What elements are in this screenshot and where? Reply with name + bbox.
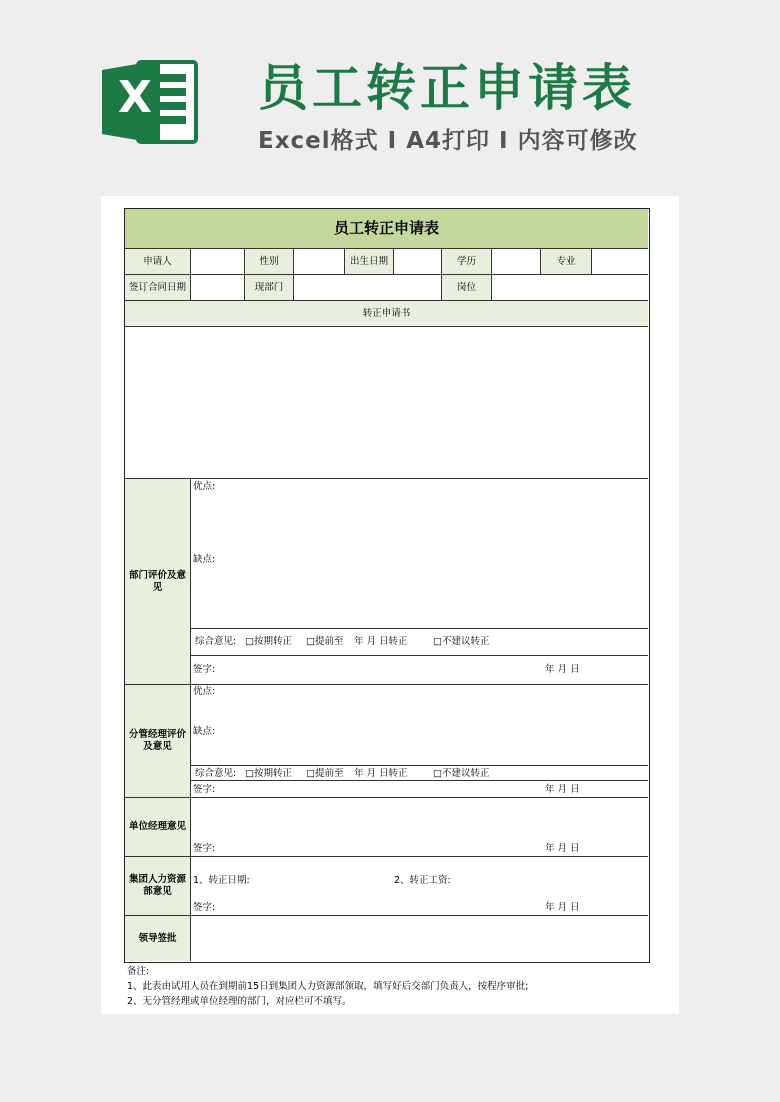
manager-opt-early-date: 年 月 日转正: [354, 768, 408, 779]
contract-date-label: 签订合同日期: [125, 275, 190, 300]
dept-opt-early[interactable]: □提前至: [306, 636, 344, 647]
applicant-label: 申请人: [125, 249, 190, 274]
dept-pros-field[interactable]: [191, 493, 648, 553]
birth-date-value[interactable]: [394, 249, 441, 274]
gender-value[interactable]: [294, 249, 344, 274]
manager-opt-early[interactable]: □提前至: [306, 768, 344, 779]
current-dept-label: 现部门: [245, 275, 293, 300]
manager-sign-label: 签字:: [193, 784, 216, 795]
notes-title: 备注:: [127, 966, 150, 977]
major-label: 专业: [541, 249, 591, 274]
manager-opt-not-recommended[interactable]: □不建议转正: [433, 768, 490, 779]
current-dept-value[interactable]: [294, 275, 441, 300]
notes-line-2: 2、无分管经理或单位经理的部门，对应栏可不填写。: [127, 996, 352, 1007]
birth-date-label: 出生日期: [345, 249, 393, 274]
education-value[interactable]: [492, 249, 540, 274]
page-subtitle: Excel格式 I A4打印 I 内容可修改: [258, 128, 638, 154]
unit-sign-label: 签字:: [193, 843, 216, 854]
excel-logo-letter: X: [118, 72, 152, 123]
unit-manager-section-label: 单位经理意见: [125, 798, 190, 856]
position-value[interactable]: [492, 275, 648, 300]
leader-approval-label: 领导签批: [125, 916, 190, 961]
dept-cons-label: 缺点:: [193, 554, 216, 565]
position-label: 岗位: [442, 275, 491, 300]
manager-opinion-label: 综合意见:: [195, 768, 237, 779]
hr-section-label: 集团人力资源部意见: [125, 857, 190, 915]
contract-date-value[interactable]: [191, 275, 244, 300]
dept-opt-early-date: 年 月 日转正: [354, 636, 408, 647]
unit-manager-opinion-field[interactable]: [191, 798, 648, 838]
application-letter-header: 转正申请书: [125, 301, 648, 326]
manager-sign-date: 年 月 日: [545, 784, 580, 795]
hr-sign-label: 签字:: [193, 902, 216, 913]
unit-sign-date: 年 月 日: [545, 843, 580, 854]
notes-line-1: 1、此表由试用人员在到期前15日到集团人力资源部领取，填写好后交部门负责人，按程序审批;: [127, 981, 529, 992]
leader-approval-field[interactable]: [191, 916, 648, 961]
major-value[interactable]: [592, 249, 648, 274]
dept-pros-label: 优点:: [193, 481, 216, 492]
manager-opt-on-time[interactable]: □按期转正: [245, 768, 292, 779]
dept-cons-field[interactable]: [191, 567, 648, 627]
application-letter-body[interactable]: [125, 327, 648, 478]
applicant-value[interactable]: [191, 249, 244, 274]
dept-opt-on-time[interactable]: □按期转正: [245, 636, 292, 647]
manager-section-label: 分管经理评价及意见: [125, 685, 190, 797]
dept-sign-label: 签字:: [193, 664, 216, 675]
form-title: 员工转正申请表: [125, 209, 648, 248]
dept-opt-not-recommended[interactable]: □不建议转正: [433, 636, 490, 647]
header-banner: [0, 0, 780, 190]
dept-section-label: 部门评价及意见: [125, 479, 190, 684]
gender-label: 性别: [245, 249, 293, 274]
dept-opinion-label: 综合意见:: [195, 636, 237, 647]
hr-confirm-date: 1、转正日期:: [193, 875, 250, 886]
hr-sign-date: 年 月 日: [545, 902, 580, 913]
dept-sign-date: 年 月 日: [545, 664, 580, 675]
manager-pros-label: 优点:: [193, 686, 216, 697]
notes: [127, 964, 528, 1009]
hr-confirm-salary: 2、转正工资:: [394, 875, 451, 886]
application-form: [124, 208, 650, 963]
page-title: 员工转正申请表: [258, 59, 636, 117]
manager-cons-label: 缺点:: [193, 726, 216, 737]
education-label: 学历: [442, 249, 491, 274]
